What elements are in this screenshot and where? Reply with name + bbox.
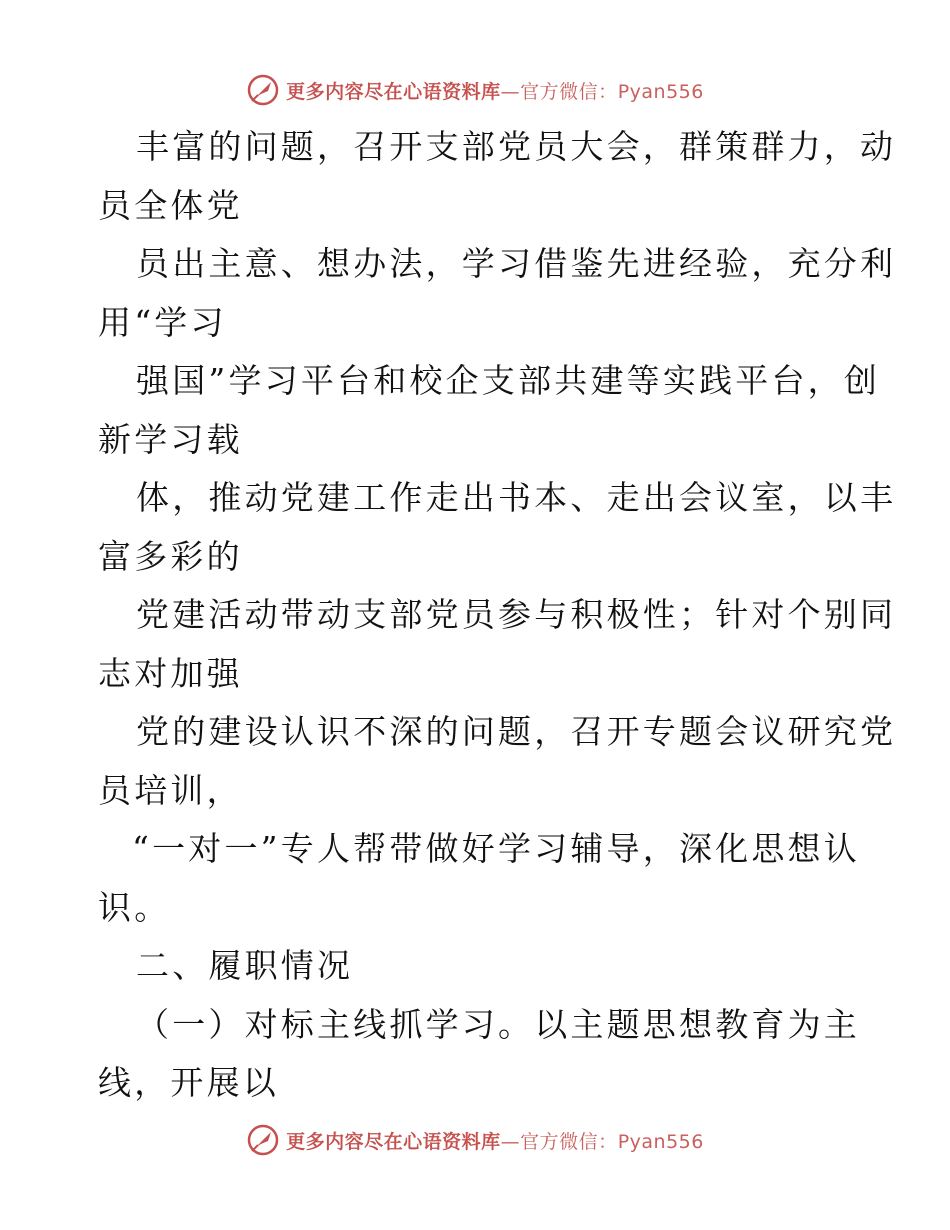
header-watermark [0,70,950,110]
body-line: 员出主意、想办法，学习借鉴先进经验，充分利 [136,244,897,283]
watermark-text [286,77,704,104]
body-line: 识。 [98,887,171,927]
body-line: 强国”学习平台和校企支部共建等实践平台，创 [136,361,881,400]
body-line: 用“学习 [98,302,227,342]
body-line: 党的建设认识不深的问题，召开专题会议研究党 [136,712,897,751]
document-body [98,118,897,1113]
watermark-wechat-label: 官方微信： [520,80,618,103]
body-line: 党建活动带动支部党员参与积极性；针对个别同 [136,595,897,634]
watermark-dash: — [500,1130,521,1153]
watermark-dash: — [500,80,521,103]
watermark-wechat-id: Pyan556 [617,80,704,103]
body-line: 新学习载 [98,419,243,459]
body-line: 线，开展以 [98,1063,279,1102]
watermark-wechat-label: 官方微信： [520,1130,618,1153]
section-heading: 二、履职情况 [136,946,354,985]
body-line: 丰富的问题，召开支部党员大会，群策群力，动 [136,127,897,166]
body-line: （一）对标主线抓学习。以主题思想教育为主 [136,1004,860,1044]
body-line: 员全体党 [98,185,243,225]
watermark-text [286,1127,704,1154]
body-line: 体，推动党建工作走出书本、走出会议室，以丰 [136,478,897,517]
feather-pen-circle-icon [246,73,280,107]
body-line: 志对加强 [98,653,243,693]
feather-pen-circle-icon [246,1123,280,1157]
watermark-site-text: 更多内容尽在心语资料库 [286,1130,501,1153]
footer-watermark [0,1120,950,1160]
body-line: “一对一”专人帮带做好学习辅导，深化思想认 [132,829,860,868]
body-line: 员培训， [98,770,243,810]
watermark-site-text: 更多内容尽在心语资料库 [286,80,501,103]
body-line: 富多彩的 [98,536,243,576]
watermark-wechat-id: Pyan556 [617,1130,704,1153]
